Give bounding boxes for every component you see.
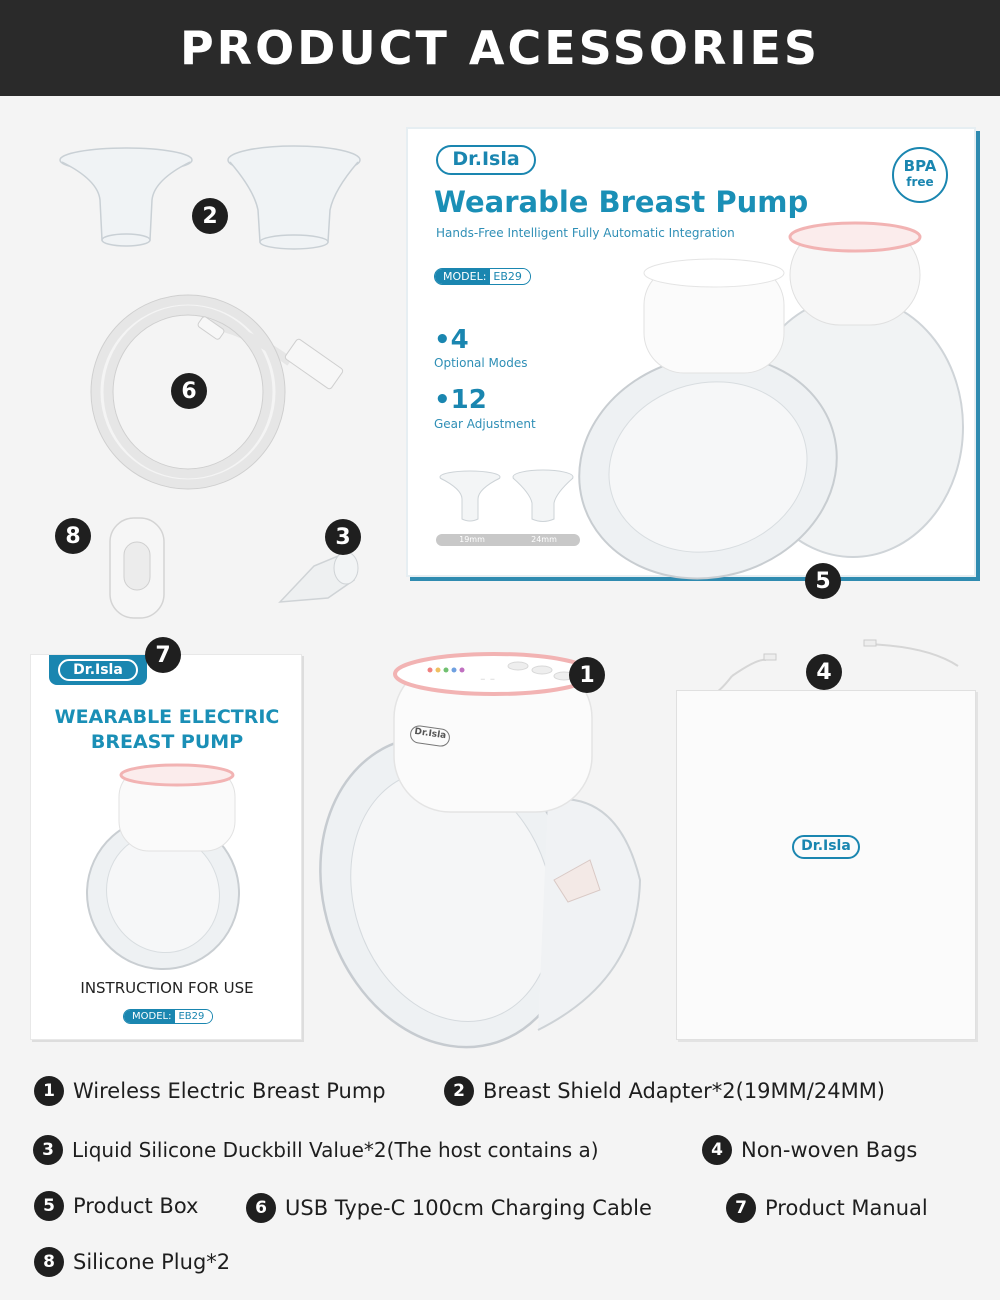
- legend-item-1: [34, 1076, 386, 1106]
- legend-number: 7: [726, 1193, 756, 1223]
- box-title: Wearable Breast Pump: [434, 185, 809, 219]
- badge-2: 2: [192, 198, 228, 234]
- legend-text: USB Type-C 100cm Charging Cable: [285, 1196, 652, 1220]
- badge-3: 3: [325, 519, 361, 555]
- non-woven-bag: [676, 690, 976, 1040]
- manual-title: [31, 705, 303, 755]
- manual-tab: [49, 655, 147, 685]
- legend-item-2: [444, 1076, 885, 1106]
- legend-text: Product Box: [73, 1194, 199, 1218]
- legend-text: Liquid Silicone Duckbill Value*2(The host contains a): [72, 1138, 599, 1162]
- manual-title-line2: BREAST PUMP: [90, 731, 244, 753]
- badge-1: 1: [569, 657, 605, 693]
- size-24mm-label: 24mm: [531, 535, 557, 544]
- feature2-number: •12: [434, 385, 487, 415]
- feature1-value: 4: [450, 325, 469, 355]
- usb-cable-icon: [90, 292, 350, 492]
- product-manual: [30, 654, 302, 1040]
- svg-text:--: --: [478, 669, 498, 688]
- box-pumps-image: [558, 217, 968, 557]
- badge-7: 7: [145, 637, 181, 673]
- legend-item-8: [34, 1247, 230, 1277]
- free-text: free: [906, 175, 934, 189]
- feature1-number: •4: [434, 325, 469, 355]
- manual-pump-image: [83, 763, 253, 973]
- silicone-plug-icon: [108, 516, 166, 620]
- manual-instruction-label: INSTRUCTION FOR USE: [80, 979, 254, 997]
- pump-brand-logo: Dr.Isla: [409, 724, 451, 747]
- size-19mm-label: 19mm: [459, 535, 485, 544]
- box-model-pill: [434, 268, 531, 285]
- legend-number: 5: [34, 1191, 64, 1221]
- bpa-text: BPA: [903, 157, 937, 175]
- bag-brand-logo: Dr.Isla: [792, 835, 860, 859]
- badge-5: 5: [805, 563, 841, 599]
- legend-item-5: [34, 1191, 198, 1221]
- legend-text: Non-woven Bags: [741, 1138, 918, 1162]
- feature1-label: Optional Modes: [434, 356, 528, 370]
- legend-item-3: [33, 1135, 599, 1165]
- legend-number: 8: [34, 1247, 64, 1277]
- legend-number: 2: [444, 1076, 474, 1106]
- duckbill-valve-icon: [274, 546, 364, 610]
- legend-text: Silicone Plug*2: [73, 1250, 231, 1274]
- legend-item-4: [702, 1135, 917, 1165]
- manual-model-value: EB29: [175, 1010, 212, 1023]
- page-header: [0, 0, 1000, 96]
- manual-model-pill: [123, 1009, 213, 1024]
- page-title: PRODUCT ACESSORIES: [179, 21, 821, 75]
- legend-text: Product Manual: [765, 1196, 928, 1220]
- mini-shields-icon: [438, 469, 578, 529]
- legend-number: 3: [33, 1135, 63, 1165]
- legend-number: 4: [702, 1135, 732, 1165]
- legend-text: Wireless Electric Breast Pump: [73, 1079, 386, 1103]
- brand-logo: Dr.Isla: [436, 145, 536, 175]
- badge-8: 8: [55, 518, 91, 554]
- feature2-value: 12: [450, 385, 487, 415]
- box-subtitle: Hands-Free Intelligent Fully Automatic Integration: [436, 226, 735, 240]
- manual-brand-logo: Dr.Isla: [58, 659, 138, 681]
- wireless-breast-pump-image: [318, 640, 658, 1060]
- product-box: [406, 127, 976, 577]
- bpa-free-badge: [892, 147, 948, 203]
- manual-title-line1: WEARABLE ELECTRIC: [54, 706, 280, 728]
- legend-text: Breast Shield Adapter*2(19MM/24MM): [483, 1079, 886, 1103]
- legend-item-7: [726, 1193, 928, 1223]
- feature2-label: Gear Adjustment: [434, 417, 536, 431]
- model-key: MODEL:: [435, 269, 490, 284]
- manual-model-key: MODEL:: [124, 1010, 175, 1023]
- badge-6: 6: [171, 373, 207, 409]
- badge-4: 4: [806, 654, 842, 690]
- legend-item-6: [246, 1193, 652, 1223]
- legend-number: 6: [246, 1193, 276, 1223]
- legend-number: 1: [34, 1076, 64, 1106]
- model-value: EB29: [490, 269, 530, 284]
